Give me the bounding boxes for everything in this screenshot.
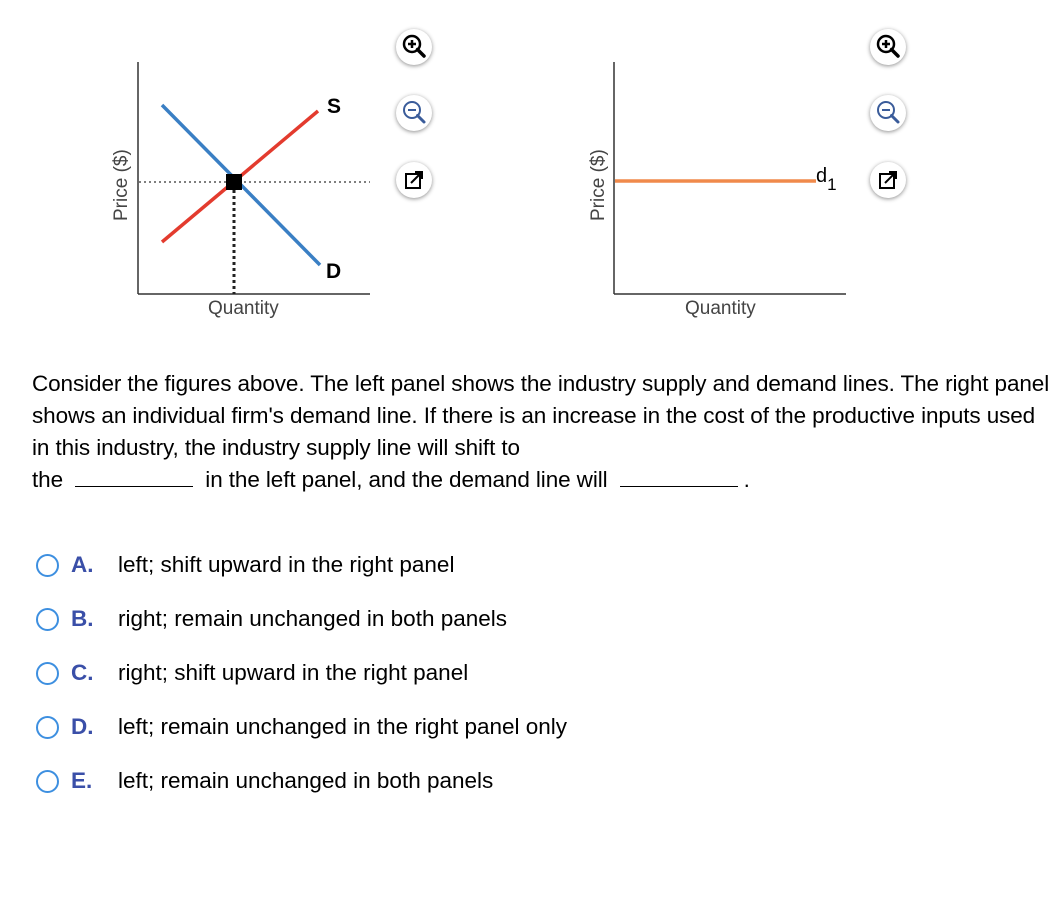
option-letter: B. xyxy=(71,606,94,631)
option-text: right; shift upward in the right panel xyxy=(118,660,469,685)
option-letter: A. xyxy=(71,552,94,577)
option-b[interactable] xyxy=(36,592,567,646)
popout-button[interactable] xyxy=(396,162,432,198)
option-d[interactable] xyxy=(36,700,567,754)
answer-blank-2 xyxy=(620,466,738,487)
firm-demand-letter: d xyxy=(816,165,828,187)
zoom-out-icon xyxy=(870,95,906,131)
popout-icon xyxy=(870,162,906,198)
option-text: right; remain unchanged in both panels xyxy=(118,606,508,631)
x-axis-label: Quantity xyxy=(685,298,756,319)
firm-demand-subscript: 1 xyxy=(827,175,837,194)
firm-demand-label xyxy=(816,165,837,194)
zoom-in-icon xyxy=(396,29,432,65)
y-axis-label: Price ($) xyxy=(588,149,609,221)
supply-label: S xyxy=(327,95,342,118)
popout-button[interactable] xyxy=(870,162,906,198)
demand-label: D xyxy=(326,260,342,283)
option-a[interactable] xyxy=(36,538,567,592)
zoom-out-icon xyxy=(396,95,432,131)
zoom-in-button[interactable] xyxy=(870,29,906,65)
zoom-out-button[interactable] xyxy=(396,95,432,131)
option-letter: E. xyxy=(71,768,93,793)
option-c[interactable] xyxy=(36,646,567,700)
radio-button[interactable] xyxy=(36,662,59,685)
option-e[interactable] xyxy=(36,754,567,808)
zoom-in-button[interactable] xyxy=(396,29,432,65)
answer-options xyxy=(36,538,567,808)
option-text: left; remain unchanged in the right panel only xyxy=(118,714,568,739)
zoom-out-button[interactable] xyxy=(870,95,906,131)
radio-button[interactable] xyxy=(36,608,59,631)
question-part-4: . xyxy=(743,467,750,492)
x-axis-label: Quantity xyxy=(208,298,279,319)
option-text: left; remain unchanged in both panels xyxy=(118,768,494,793)
radio-button[interactable] xyxy=(36,554,59,577)
question-part-1: Consider the figures above. The left panel shows the industry supply and demand lines. The right panel shows an individual firm's demand line. If there is an increase in the cost of the productive inputs used in this industry, the industry supply line will shift to xyxy=(32,371,1050,460)
option-letter: C. xyxy=(71,660,94,685)
option-letter: D. xyxy=(71,714,94,739)
option-text: left; shift upward in the right panel xyxy=(118,552,455,577)
popout-icon xyxy=(396,162,432,198)
question-part-3: in the left panel, and the demand line will xyxy=(205,467,608,492)
radio-button[interactable] xyxy=(36,770,59,793)
y-axis-label: Price ($) xyxy=(111,149,132,221)
question-text xyxy=(32,368,1052,496)
zoom-in-icon xyxy=(870,29,906,65)
answer-blank-1 xyxy=(75,466,193,487)
radio-button[interactable] xyxy=(36,716,59,739)
question-part-2: the xyxy=(32,467,63,492)
